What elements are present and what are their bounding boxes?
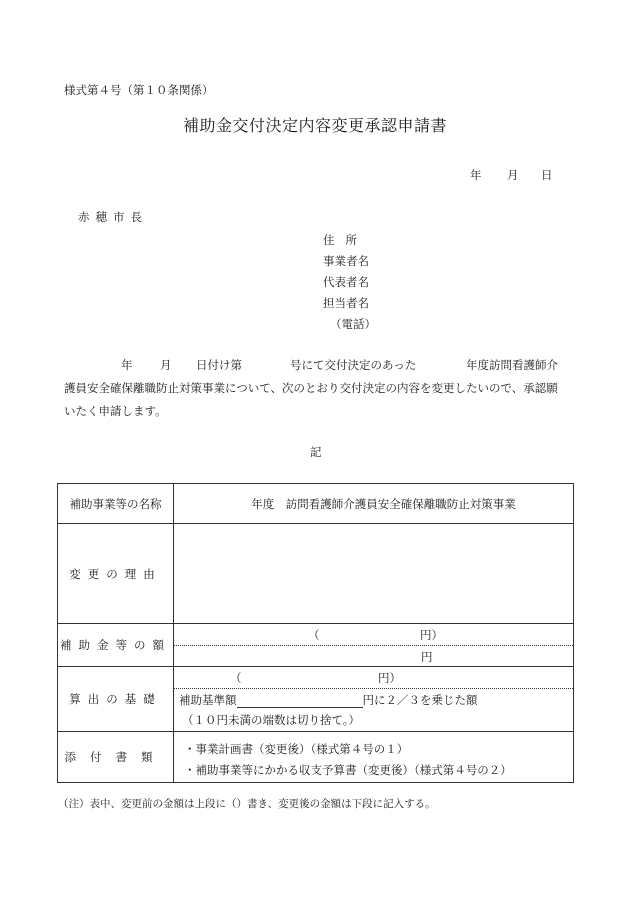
- amount-before-open: （: [308, 628, 320, 642]
- form-number: 様式第４号（第１０条関係）: [64, 83, 214, 97]
- body-month: 月: [160, 358, 172, 372]
- row-value-project-name: 年度 訪問看護師介護員安全確保離職防止対策事業: [174, 484, 574, 524]
- applicant-representative-label: 代表者名: [323, 275, 369, 289]
- row-label-amount: 補助金等の額: [58, 624, 174, 667]
- applicant-contact-label: 担当者名: [323, 296, 369, 310]
- date-day: 日: [541, 168, 553, 182]
- row-value-amount[interactable]: [174, 624, 574, 667]
- document-title: 補助金交付決定内容変更承認申請書: [182, 116, 447, 135]
- applicant-business-label: 事業者名: [323, 254, 369, 268]
- calc-base-blank[interactable]: [237, 695, 363, 708]
- attachment-item-2: ・補助事業等にかかる収支予算書（変更後）（様式第４号の２）: [184, 763, 512, 777]
- application-table: [57, 483, 574, 783]
- date-year: 年: [470, 168, 482, 182]
- attachment-item-1: ・事業計画書（変更後）（様式第４号の１）: [184, 742, 409, 756]
- ki-heading: 記: [310, 445, 322, 459]
- row-value-reason[interactable]: [174, 524, 574, 624]
- row-label-attachments: 添付書類: [58, 732, 174, 783]
- body-line-3: いたく申請します。: [64, 404, 167, 418]
- row-label-project-name: 補助事業等の名称: [58, 484, 174, 524]
- calc-base-suffix: 円に２／３を乗じた額: [362, 693, 478, 707]
- calc-rounding-note: （１０円未満の端数は切り捨て。）: [182, 713, 361, 727]
- amount-before-close: 円）: [420, 628, 443, 642]
- row-value-calculation[interactable]: [174, 667, 574, 732]
- calc-before-close: 円）: [378, 671, 401, 685]
- row-label-reason: 変更の理由: [58, 524, 174, 624]
- calc-before-open: （: [230, 671, 242, 685]
- applicant-address-label: 住所: [323, 233, 368, 247]
- row-value-attachments: [174, 732, 574, 783]
- amount-after-unit: 円: [421, 650, 433, 664]
- body-date-suffix: 日付け第: [196, 358, 242, 372]
- applicant-phone-label: （電話）: [330, 317, 376, 331]
- date-month: 月: [507, 168, 519, 182]
- body-fiscal-year: 年度訪問看護師介: [466, 358, 558, 372]
- body-year: 年: [121, 358, 133, 372]
- calc-base-line: [179, 692, 478, 708]
- body-number-suffix: 号にて交付決定のあった: [290, 358, 417, 372]
- recipient: 赤穂市長: [78, 210, 148, 224]
- footnote: （注）表中、変更前の金額は上段に（）書き、変更後の金額は下段に記入する。: [58, 798, 436, 810]
- calc-base-label: 補助基準額: [179, 693, 237, 707]
- row-label-calculation: 算出の基礎: [58, 667, 174, 732]
- body-line-2: 護員安全確保離職防止対策事業について、次のとおり交付決定の内容を変更したいので、承認願: [64, 381, 558, 395]
